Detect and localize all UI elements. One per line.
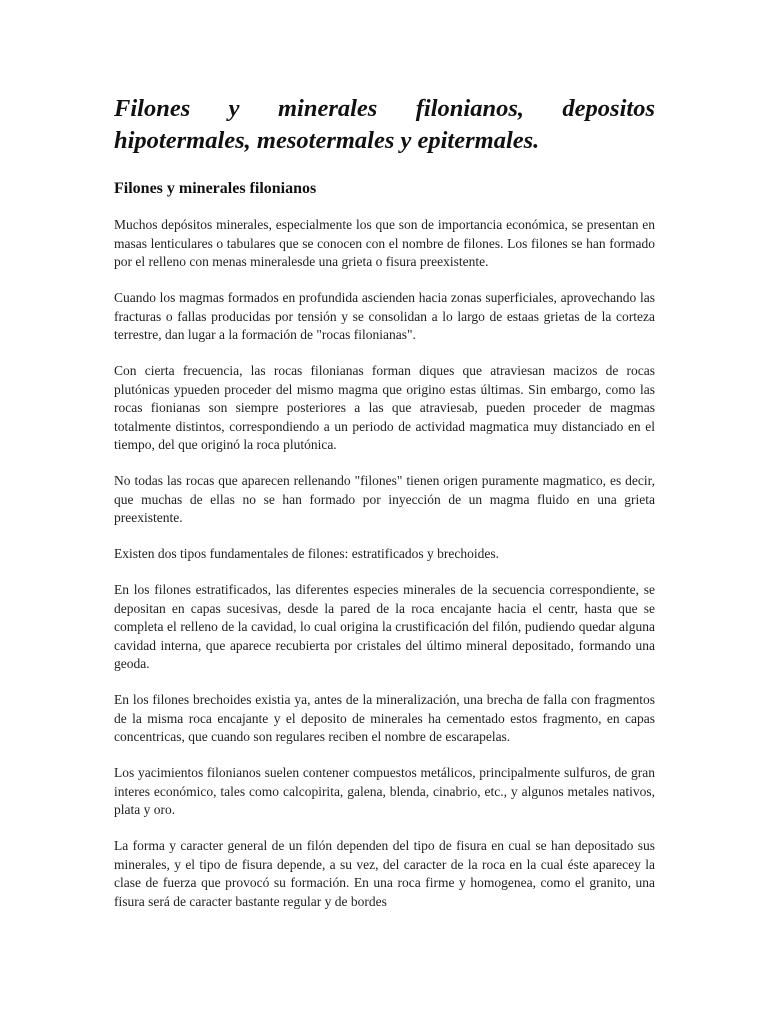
paragraph: Cuando los magmas formados en profundida ascienden hacia zonas superficiales, aprovechando las fracturas o fallas producidas por tensión y se consolidan a lo largo de estaas grietas de la corteza terrestre, dan lugar a la formación de "rocas filonianas".	[114, 290, 655, 342]
paragraph: En los filones estratificados, las diferentes especies minerales de la secuencia correspondiente, se depositan en capas sucesivas, desde la pared de la roca encajante hacia el centr, hasta que se completa el relleno de la cavidad, lo cual origina la crustificación del filón, pudiendo quedar alguna cavidad interna, que aparece recubierta por cristales del último mineral depositado, formando una geoda.	[114, 582, 655, 671]
document-title: Filones y minerales filonianos, depositos hipotermales, mesotermales y epitermales.	[114, 95, 655, 154]
paragraph: Muchos depósitos minerales, especialmente los que son de importancia económica, se presentan en masas lenticulares o tabulares que se conocen con el nombre de filones. Los filones se han formado por el relleno con menas mineralesde una grieta o fisura preexistente.	[114, 217, 655, 269]
paragraph: No todas las rocas que aparecen rellenando "filones" tienen origen puramente magmatico, es decir, que muchas de ellas no se han formado por inyección de un magma fluido en una grieta preexistente.	[114, 473, 655, 525]
paragraph: Existen dos tipos fundamentales de filones: estratificados y brechoides.	[114, 546, 500, 561]
paragraph: Los yacimientos filonianos suelen contener compuestos metálicos, principalmente sulfuros, de gran interes económico, tales como calcopirita, galena, blenda, cinabrio, etc., y algunos metales nativos, plata y oro.	[114, 765, 655, 817]
document-body	[114, 93, 655, 911]
paragraph: En los filones brechoides existia ya, antes de la mineralización, una brecha de falla con fragmentos de la misma roca encajante y el deposito de minerales ha cementado estos fragmento, en capas concentricas, que cuando son regulares reciben el nombre de escarapelas.	[114, 692, 655, 744]
paragraph: Con cierta frecuencia, las rocas filonianas forman diques que atraviesan macizos de rocas plutónicas ypueden proceder del mismo magma que origino estas últimas. Sin embargo, como las rocas fionianas son siempre posteriores a las que atraviesab, pueden proceder de magmas totalmente distintos, correspondiendo a un periodo de actividad magmatica muy distanciado en el tiempo, del que originó la roca plutónica.	[114, 363, 655, 452]
paragraph: La forma y caracter general de un filón dependen del tipo de fisura en cual se han depositado sus minerales, y el tipo de fisura depende, a su vez, del caracter de la roca en la cual éste aparecey la clase de fuerza que provocó su formación. En una roca firme y homogenea, como el granito, una fisura será de caracter bastante regular y de bordes	[114, 838, 655, 909]
section-heading: Filones y minerales filonianos	[114, 180, 317, 197]
paragraph-list	[114, 216, 655, 911]
